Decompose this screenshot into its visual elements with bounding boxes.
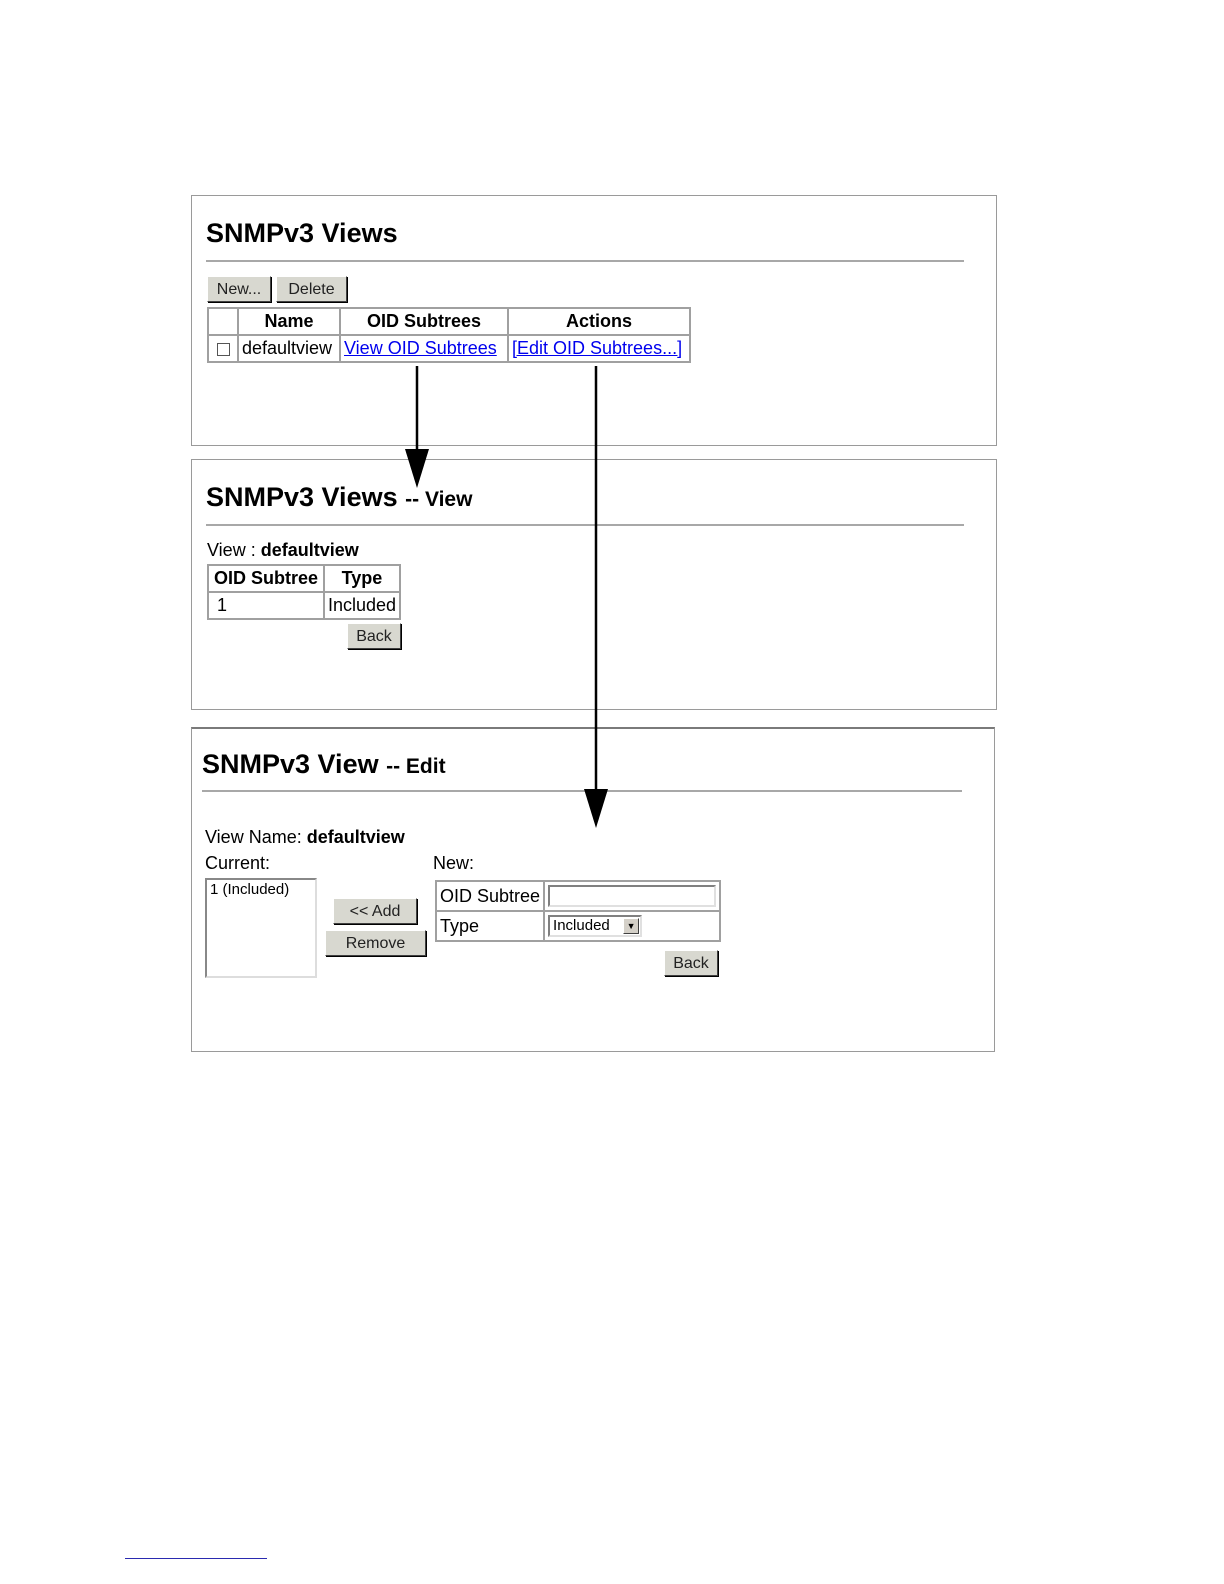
add-button[interactable]: << Add xyxy=(333,898,417,924)
view-name-value: defaultview xyxy=(260,540,359,560)
chevron-down-icon[interactable]: ▼ xyxy=(623,918,639,934)
view-name-cell: defaultview xyxy=(238,335,340,362)
column-header-actions: Actions xyxy=(508,308,690,335)
column-header-type: Type xyxy=(324,565,400,592)
edit-title: SNMPv3 View -- Edit xyxy=(202,749,446,779)
column-header-oid-subtree: OID Subtree xyxy=(208,565,324,592)
oid-subtree-label: OID Subtree xyxy=(436,881,544,911)
view-detail-title-suffix: -- View xyxy=(405,488,473,511)
page-title: SNMPv3 Views xyxy=(206,218,398,248)
view-name-label: View Name: xyxy=(205,827,302,847)
arrow-edit-head xyxy=(584,789,608,828)
column-header-oid-subtrees: OID Subtrees xyxy=(340,308,508,335)
footnote-divider xyxy=(125,1558,267,1559)
edit-title-suffix: -- Edit xyxy=(386,755,446,778)
arrow-view-head xyxy=(405,449,429,488)
view-detail-title: SNMPv3 Views -- View xyxy=(206,482,473,512)
edit-oid-subtrees-link[interactable]: [Edit OID Subtrees...] xyxy=(512,338,683,358)
remove-button[interactable]: Remove xyxy=(325,930,426,956)
column-header-name: Name xyxy=(238,308,340,335)
delete-button[interactable]: Delete xyxy=(276,276,347,302)
back-button[interactable]: Back xyxy=(664,950,718,976)
view-name-value: defaultview xyxy=(306,827,405,847)
view-label: View : xyxy=(207,540,256,560)
view-oid-subtrees-link[interactable]: View OID Subtrees xyxy=(344,338,497,358)
type-label: Type xyxy=(436,911,544,941)
new-button[interactable]: New... xyxy=(207,276,271,302)
list-item[interactable]: 1 (Included) xyxy=(210,881,290,898)
back-button[interactable]: Back xyxy=(347,623,401,649)
oid-cell: 1 xyxy=(208,592,324,619)
current-label: Current: xyxy=(205,853,271,873)
type-select-value: Included xyxy=(553,917,610,935)
type-cell: Included xyxy=(324,592,400,619)
new-label: New: xyxy=(433,853,475,873)
